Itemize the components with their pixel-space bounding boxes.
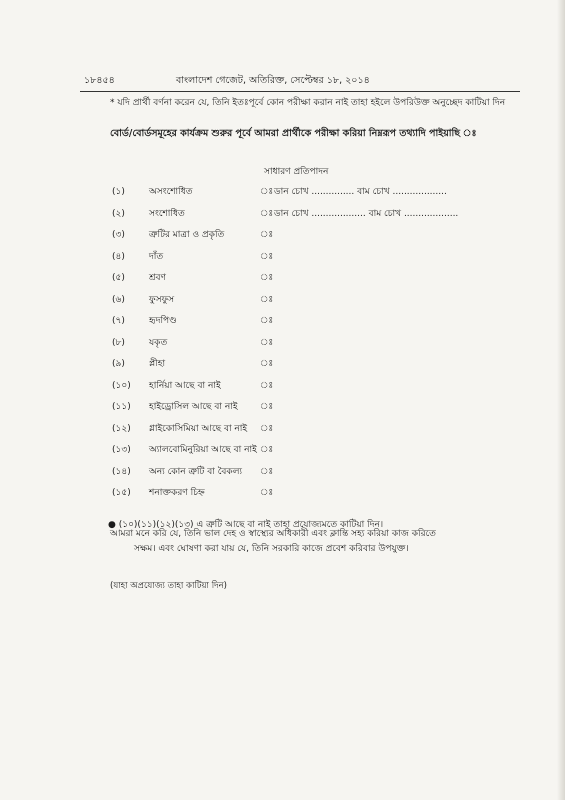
- exam-item-label: ত্রুটির মাত্রা ও প্রকৃতি: [149, 230, 225, 240]
- exam-item-label: হাইড্রোসিল আছে বা নাই: [149, 402, 238, 412]
- exam-item-row: [112, 378, 512, 394]
- exam-item-number: (২): [112, 208, 125, 219]
- exam-item-number: (৯): [112, 359, 125, 369]
- exam-item-row: [112, 485, 512, 501]
- exam-item-colon: ঃ: [260, 187, 274, 197]
- exam-item-colon: ঃ: [260, 230, 274, 240]
- exam-item-label: প্লীহা: [149, 359, 166, 369]
- exam-item-colon: ঃ: [260, 466, 274, 477]
- gazette-title: বাংলাদেশ গেজেট, অতিরিক্ত, সেপ্টেম্বর ১৮, ২০১৪: [176, 75, 370, 86]
- declaration: [110, 527, 510, 557]
- exam-item-number: (৮): [112, 337, 125, 348]
- exam-item-number: (১১): [112, 402, 131, 412]
- exam-item-number: (১৫): [112, 488, 131, 498]
- exam-item-number: (৫): [112, 273, 125, 283]
- exam-item-row: [112, 184, 512, 200]
- exam-item-colon: ঃ: [260, 445, 274, 455]
- exam-item-row: [112, 442, 512, 458]
- exam-item-number: (৭): [112, 316, 125, 326]
- exam-item-row: [112, 464, 512, 480]
- strike-instruction: (যাহা অপ্রযোজ্য তাহা কাটিয়া দিন): [110, 581, 227, 591]
- exam-item-number: (১২): [112, 423, 131, 434]
- exam-item-number: (১৩): [112, 445, 131, 455]
- exam-item-row: [112, 399, 512, 415]
- instruction-heading: বোর্ড/বোর্ডসমূহের কার্যক্রম শুরুর পূর্বে আমরা প্রার্থীকে পরীক্ষা করিয়া নিম্নরূপ তথ্যাদি পাইয়াছি ঃ: [110, 128, 477, 139]
- section-heading: সাধারণ প্রতিপাদন: [264, 167, 329, 177]
- intro-note: * যদি প্রার্থী বর্ণনা করেন যে, তিনি ইতঃপূর্বে কোন পরীক্ষা করান নাই তাহা হইলে উপরিউক্ত অনুচ্ছেদ কাটিয়া দিন: [110, 98, 506, 108]
- exam-item-row: [112, 270, 512, 286]
- page-edge-shadow: [557, 0, 565, 800]
- declaration-line-2: সক্ষম। এবং ঘোষণা করা যায় যে, তিনি সরকারি কাজে প্রবেশ করিবার উপযুক্ত।: [134, 544, 409, 554]
- exam-item-label: শনাক্তকরণ চিহ্ন: [149, 488, 205, 498]
- exam-item-label: গ্লাইকোসিমিয়া আছে বা নাই: [149, 423, 248, 434]
- exam-item-colon: ঃ: [260, 402, 274, 412]
- exam-item-row: [112, 313, 512, 329]
- exam-item-number: (৪): [112, 251, 125, 262]
- exam-item-value: ডান চোখ ................... বাম চোখ ...................: [274, 208, 459, 219]
- exam-item-colon: ঃ: [260, 251, 274, 262]
- exam-item-row: [112, 206, 512, 222]
- exam-item-row: [112, 356, 512, 372]
- exam-item-row: [112, 227, 512, 243]
- exam-item-row: [112, 249, 512, 265]
- bullet-icon: ●: [108, 520, 119, 530]
- declaration-line-1: আমরা মনে করি যে, তিনি ভাল দেহ ও স্বাস্থ্যের অধিকারী এবং ক্লান্তি সহ্য করিয়া কাজ করিতে: [110, 529, 436, 539]
- exam-item-colon: ঃ: [260, 337, 274, 348]
- exam-item-label: দাঁত: [149, 251, 164, 262]
- exam-item-label: সংশোধিত: [149, 208, 185, 219]
- exam-item-label: অ্যালবোমিনুরিয়া আছে বা নাই: [149, 445, 257, 455]
- exam-item-label: হার্নিয়া আছে বা নাই: [149, 380, 221, 391]
- exam-item-label: যকৃত: [149, 337, 168, 348]
- exam-item-value: ডান চোখ ............... বাম চোখ ...................: [274, 187, 447, 197]
- exam-item-number: (৬): [112, 294, 125, 305]
- page-header: [78, 74, 518, 90]
- exam-item-label: ফুসফুস: [149, 294, 175, 305]
- exam-item-label: অন্য কোন ত্রুটি বা বৈকল্য: [149, 466, 243, 477]
- page-number: ১৮৪৫৪: [84, 75, 115, 86]
- exam-item-label: শ্রবণ: [149, 273, 166, 283]
- exam-item-colon: ঃ: [260, 316, 274, 326]
- exam-item-colon: ঃ: [260, 273, 274, 283]
- exam-item-label: অসংশোধিত: [149, 187, 193, 197]
- exam-item-row: [112, 335, 512, 351]
- exam-item-label: হৃদপিণ্ড: [149, 316, 177, 326]
- strike-note-text: (১০)(১১)(১২)(১৩) এ ত্রুটি আছে বা নাই তাহা প্রযোজ্যমতে কাটিয়া দিন।: [118, 520, 384, 530]
- exam-item-colon: ঃ: [260, 208, 274, 219]
- exam-item-number: (১): [112, 187, 125, 197]
- header-rule: [80, 91, 520, 92]
- exam-item-colon: ঃ: [260, 359, 274, 369]
- exam-item-colon: ঃ: [260, 380, 274, 391]
- exam-item-number: (১০): [112, 380, 131, 391]
- exam-item-number: (৩): [112, 230, 125, 240]
- exam-item-colon: ঃ: [260, 294, 274, 305]
- exam-item-colon: ঃ: [260, 423, 274, 434]
- exam-item-row: [112, 292, 512, 308]
- exam-item-colon: ঃ: [260, 488, 274, 498]
- exam-item-number: (১৪): [112, 466, 131, 477]
- exam-item-row: [112, 421, 512, 437]
